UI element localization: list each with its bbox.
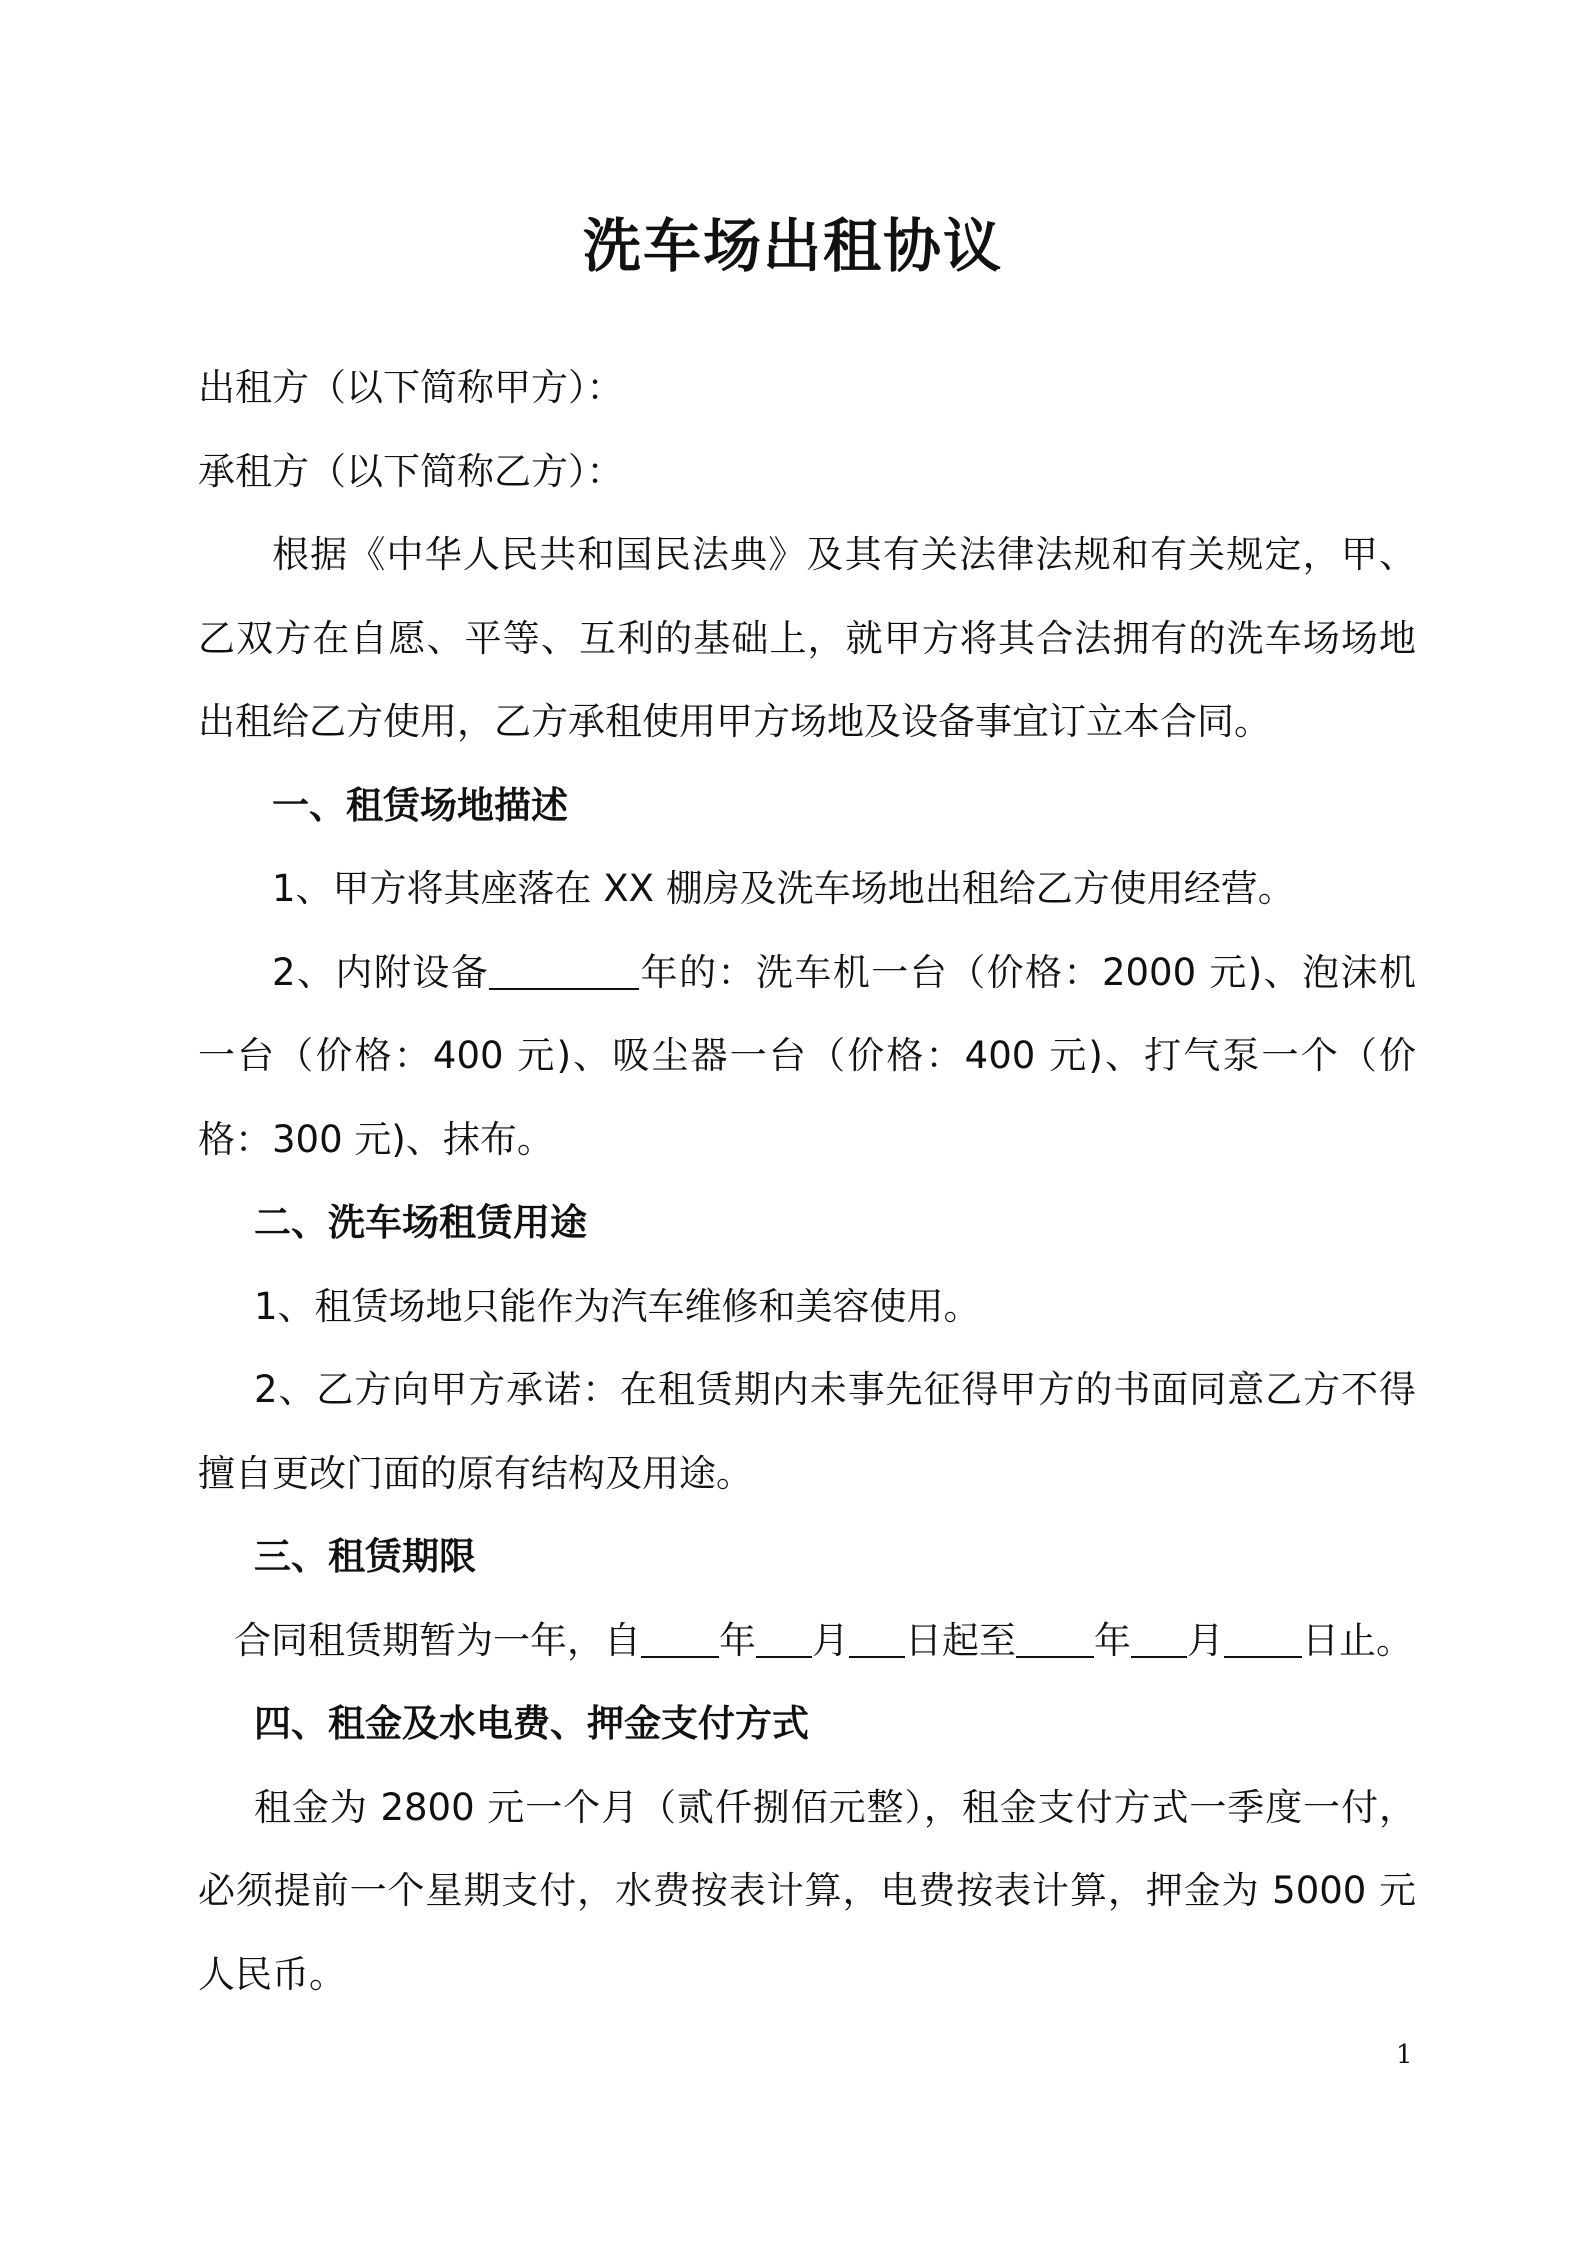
end-month-blank[interactable] xyxy=(1131,1617,1187,1658)
section3-term-line xyxy=(198,1599,1416,1683)
section1-item2 xyxy=(198,931,1416,1182)
lessee-line: 承租方（以下简称乙方）： xyxy=(198,449,624,493)
start-day-blank[interactable] xyxy=(849,1617,905,1658)
document-body xyxy=(198,346,1416,2016)
section2-item1: 1、租赁场地只能作为汽车维修和美容使用。 xyxy=(254,1284,981,1328)
start-month-label: 月 xyxy=(812,1618,849,1662)
section1-item1: 1、甲方将其座落在 XX 棚房及洗车场地出租给乙方使用经营。 xyxy=(272,867,1295,910)
end-day-blank[interactable] xyxy=(1224,1617,1302,1658)
end-day-label: 日止。 xyxy=(1302,1618,1413,1662)
start-day-label: 日起至 xyxy=(905,1618,1016,1662)
section4-text: 租金为 2800 元一个月（贰仟捌佰元整），租金支付方式一季度一付，必须提前一个星期支付，水费按表计算，电费按表计算，押金为 5000 元人民币。 xyxy=(198,1785,1416,1996)
section2-heading: 二、洗车场租赁用途 xyxy=(254,1201,587,1244)
section3-heading: 三、租赁期限 xyxy=(254,1535,476,1578)
section4-heading: 四、租金及水电费、押金支付方式 xyxy=(254,1702,809,1745)
intro-paragraph: 根据《中华人民共和国民法典》及其有关法律法规和有关规定，甲、乙双方在自愿、平等、互利的基础上，就甲方将其合法拥有的洗车场场地出租给乙方使用，乙方承租使用甲方场地及设备事宜订立本合同。 xyxy=(198,533,1416,743)
document-title: 洗车场出租协议 xyxy=(582,212,1003,280)
page-number: 1 xyxy=(1396,2040,1413,2070)
end-year-blank[interactable] xyxy=(1016,1617,1094,1658)
lessor-line: 出租方（以下简称甲方）： xyxy=(198,366,624,409)
end-month-label: 月 xyxy=(1187,1618,1224,1662)
start-month-blank[interactable] xyxy=(756,1617,812,1658)
end-year-label: 年 xyxy=(1094,1618,1131,1662)
term-text-start: 合同租赁期暂为一年，自 xyxy=(234,1618,641,1662)
section1-heading: 一、租赁场地描述 xyxy=(272,783,568,827)
start-year-label: 年 xyxy=(719,1618,756,1662)
section1-item2-suffix: 年的：洗车机一台（价格：2000 元)、泡沫机一台（价格：400 元)、吸尘器一台（价格：400 元)、打气泵一个（价格：300 元)、抹布。 xyxy=(198,950,1416,1161)
section1-item2-prefix: 2、内附设备 xyxy=(272,950,490,994)
start-year-blank[interactable] xyxy=(641,1617,719,1658)
section2-item2: 2、乙方向甲方承诺：在租赁期内未事先征得甲方的书面同意乙方不得擅自更改门面的原有结构及用途。 xyxy=(198,1368,1416,1495)
equipment-year-blank[interactable] xyxy=(489,949,639,990)
